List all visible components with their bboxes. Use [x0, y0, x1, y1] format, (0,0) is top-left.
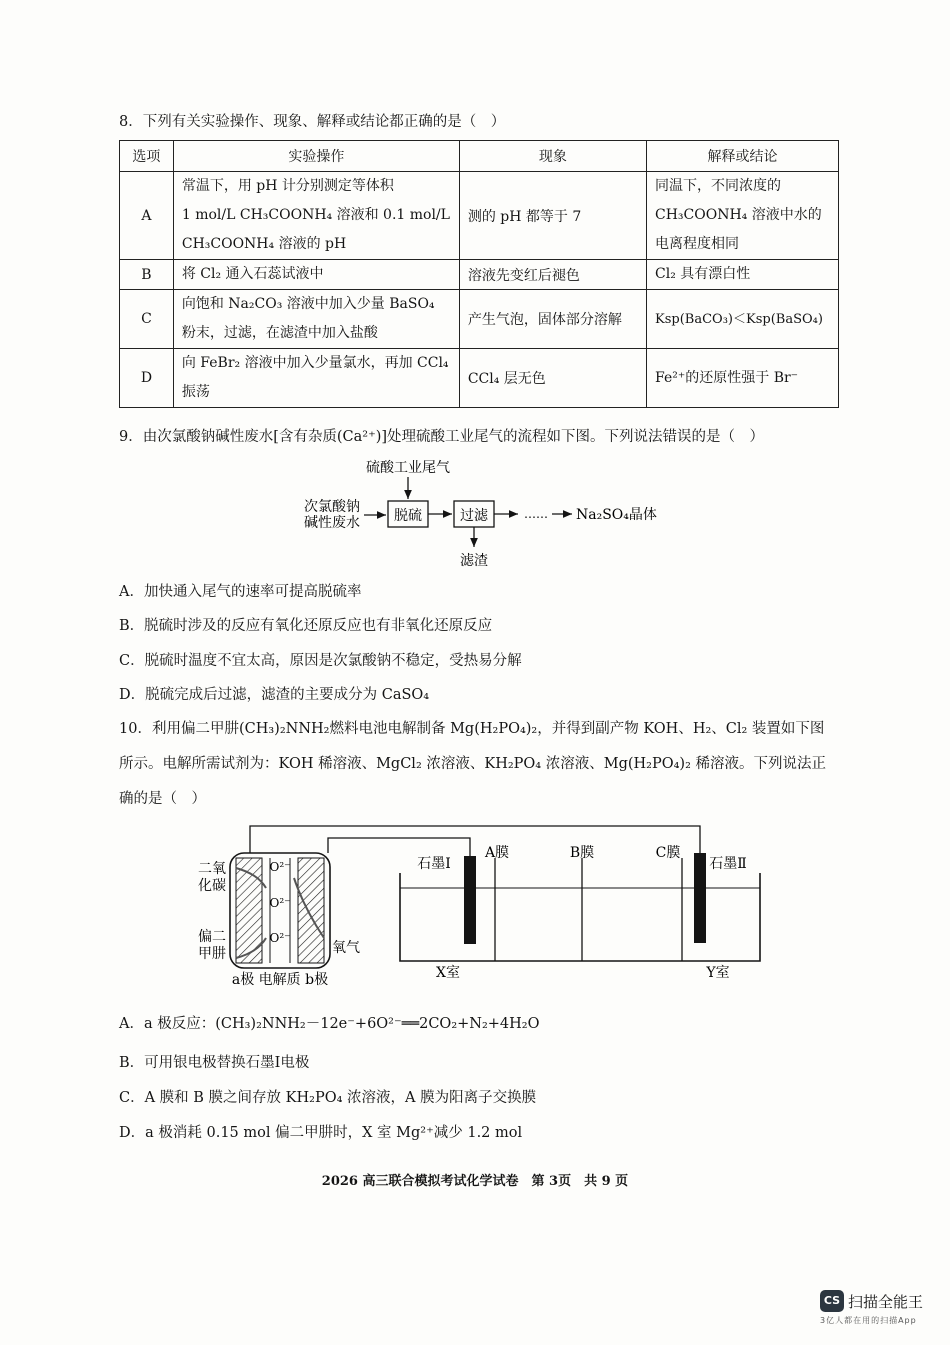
room-x-label: X室 [436, 965, 460, 981]
cell-bottom-label: a极 电解质 b极 [231, 972, 329, 988]
q8-row-option: A [120, 172, 174, 260]
q8-row-phenomenon: CCl₄ 层无色 [459, 349, 646, 408]
q10-option-d: D．a 极消耗 0.15 mol 偏二甲肼时，X 室 Mg²⁺减少 1.2 mol [119, 1125, 523, 1141]
membrane-a-label: A膜 [484, 845, 510, 861]
page-footer: 2026 高三联合模拟考试化学试卷 第 3页 共 9 页 [321, 1174, 629, 1189]
q8-row-operation [173, 260, 459, 290]
q8-cell-line: 粉末，过滤，在滤渣中加入盐酸 [181, 325, 378, 341]
q8-header-row [120, 141, 839, 172]
q10-stem-line3: 确的是（ ） [119, 791, 206, 807]
q9-flow-diagram [290, 455, 680, 570]
q8-row-phenomenon: 溶液先变红后褪色 [459, 260, 646, 290]
q10-stem-line2: 所示。电解所需试剂为：KOH 稀溶液、MgCl₂ 浓溶液、KH₂PO₄ 浓溶液、Mg(H₂PO₄)₂ 稀溶液。下列说法正 [119, 756, 826, 772]
q8-header-operation: 实验操作 [173, 141, 459, 172]
q8-row-option: B [120, 260, 174, 290]
q8-row-conclusion [647, 290, 839, 349]
graphite2-electrode [694, 853, 706, 943]
q8-row-phenomenon: 产生气泡，固体部分溶解 [459, 290, 646, 349]
q8-cell-line: CH₃COONH₄ 溶液中水的 [655, 207, 822, 223]
graphite2-label: 石墨Ⅱ [709, 856, 747, 872]
flow-residue: 滤渣 [460, 553, 488, 569]
q8-cell-line: 振荡 [181, 384, 210, 400]
q8-cell-line: 同温下，不同浓度的 [655, 178, 782, 194]
q8-row-b [120, 260, 839, 290]
q8-row-conclusion [647, 349, 839, 408]
q8-row-option: C [120, 290, 174, 349]
q8-row-operation [173, 172, 459, 260]
flow-input-line1: 次氯酸钠 [304, 499, 360, 515]
external-wire [250, 826, 700, 853]
q8-row-d [120, 349, 839, 408]
wire-to-graphite1 [328, 838, 470, 858]
ion-label-1: O²⁻ [269, 860, 291, 874]
scanner-name: 扫描全能王 [848, 1292, 924, 1311]
q9-option-d: D．脱硫完成后过滤，滤渣的主要成分为 CaSO₄ [119, 687, 430, 703]
q8-header-phenomenon: 现象 [459, 141, 646, 172]
flow-product: Na₂SO₄晶体 [576, 507, 657, 523]
q10-stem-line1: 10．利用偏二甲肼(CH₃)₂NNH₂燃料电池电解制备 Mg(H₂PO₄)₂，并得到副产物 KOH、H₂、Cl₂ 装置如下图 [119, 721, 825, 737]
ion-label-3: O²⁻ [269, 931, 291, 945]
co2-label-line2: 化碳 [198, 878, 226, 894]
membrane-b-label: B膜 [569, 845, 595, 861]
q8-header-option: 选项 [120, 141, 174, 172]
q8-row-a [120, 172, 839, 260]
q8-cell-line: Fe²⁺的还原性强于 Br⁻ [655, 369, 799, 386]
b-electrode [298, 858, 324, 963]
q10-option-a: A．a 极反应：(CH₃)₂NNH₂－12e⁻+6O²⁻══2CO₂+N₂+4H₂O [119, 1016, 540, 1032]
q8-row-operation [173, 290, 459, 349]
q8-row-option: D [120, 349, 174, 408]
q8-row-operation [173, 349, 459, 408]
q9-option-c: C．脱硫时温度不宜太高，原因是次氯酸钠不稳定，受热易分解 [119, 653, 522, 669]
q10-option-c: C．A 膜和 B 膜之间存放 KH₂PO₄ 浓溶液，A 膜为阳离子交换膜 [119, 1090, 537, 1106]
q8-table [119, 140, 839, 408]
q8-cell-line: 电离程度相同 [655, 236, 740, 252]
q9-option-a: A．加快通入尾气的速率可提高脱硫率 [119, 584, 362, 600]
room-y-label: Y室 [706, 965, 730, 981]
scanner-watermark [820, 1290, 923, 1326]
ion-label-2: O²⁻ [269, 896, 291, 910]
q8-row-phenomenon: 测的 pH 都等于 7 [459, 172, 646, 260]
q8-stem: 8．下列有关实验操作、现象、解释或结论都正确的是（ ） [119, 114, 506, 130]
q8-cell-line: Ksp(BaCO₃)＜Ksp(BaSO₄) [655, 311, 823, 327]
q8-row-conclusion [647, 172, 839, 260]
q10-apparatus-diagram [190, 818, 780, 993]
q8-row-conclusion [647, 260, 839, 290]
flow-step-desulfur: 脱硫 [394, 508, 422, 524]
scanner-tagline: 3亿人都在用的扫描App [820, 1316, 917, 1325]
q8-cell-line: 1 mol/L CH₃COONH₄ 溶液和 0.1 mol/L [181, 207, 450, 223]
q9-option-b: B．脱硫时涉及的反应有氧化还原反应也有非氧化还原反应 [119, 618, 493, 634]
q10-option-b: B．可用银电极替换石墨Ⅰ电极 [119, 1055, 310, 1071]
graphite1-electrode [464, 856, 476, 944]
fuel-label-line2: 甲肼 [198, 946, 226, 962]
flow-dots: …… [524, 507, 548, 521]
flow-gas-label: 硫酸工业尾气 [366, 460, 450, 476]
flow-step-filter: 过滤 [460, 508, 488, 524]
membrane-c-label: C膜 [655, 845, 681, 861]
graphite1-label: 石墨Ⅰ [417, 856, 451, 872]
q8-cell-line: 将 Cl₂ 通入石蕊试液中 [181, 266, 324, 282]
q8-cell-line: 向 FeBr₂ 溶液中加入少量氯水，再加 CCl₄ [181, 355, 449, 371]
q8-cell-line: Cl₂ 具有漂白性 [655, 266, 751, 282]
q8-cell-line: 向饱和 Na₂CO₃ 溶液中加入少量 BaSO₄ [181, 296, 435, 312]
scanner-logo-icon: CS [820, 1290, 844, 1312]
q8-cell-line: CH₃COONH₄ 溶液的 pH [181, 236, 347, 252]
q8-cell-line: 常温下，用 pH 计分别测定等体积 [181, 178, 394, 194]
fuel-label-line1: 偏二 [198, 929, 226, 945]
q8-header-conclusion: 解释或结论 [647, 141, 839, 172]
q8-row-c [120, 290, 839, 349]
oxygen-label: 氧气 [332, 940, 360, 956]
flow-input-line2: 碱性废水 [304, 515, 360, 531]
q9-stem: 9．由次氯酸钠碱性废水[含有杂质(Ca²⁺)]处理硫酸工业尾气的流程如下图。下列说法错误的是（ ） [119, 429, 765, 445]
co2-label-line1: 二氧 [198, 861, 226, 877]
